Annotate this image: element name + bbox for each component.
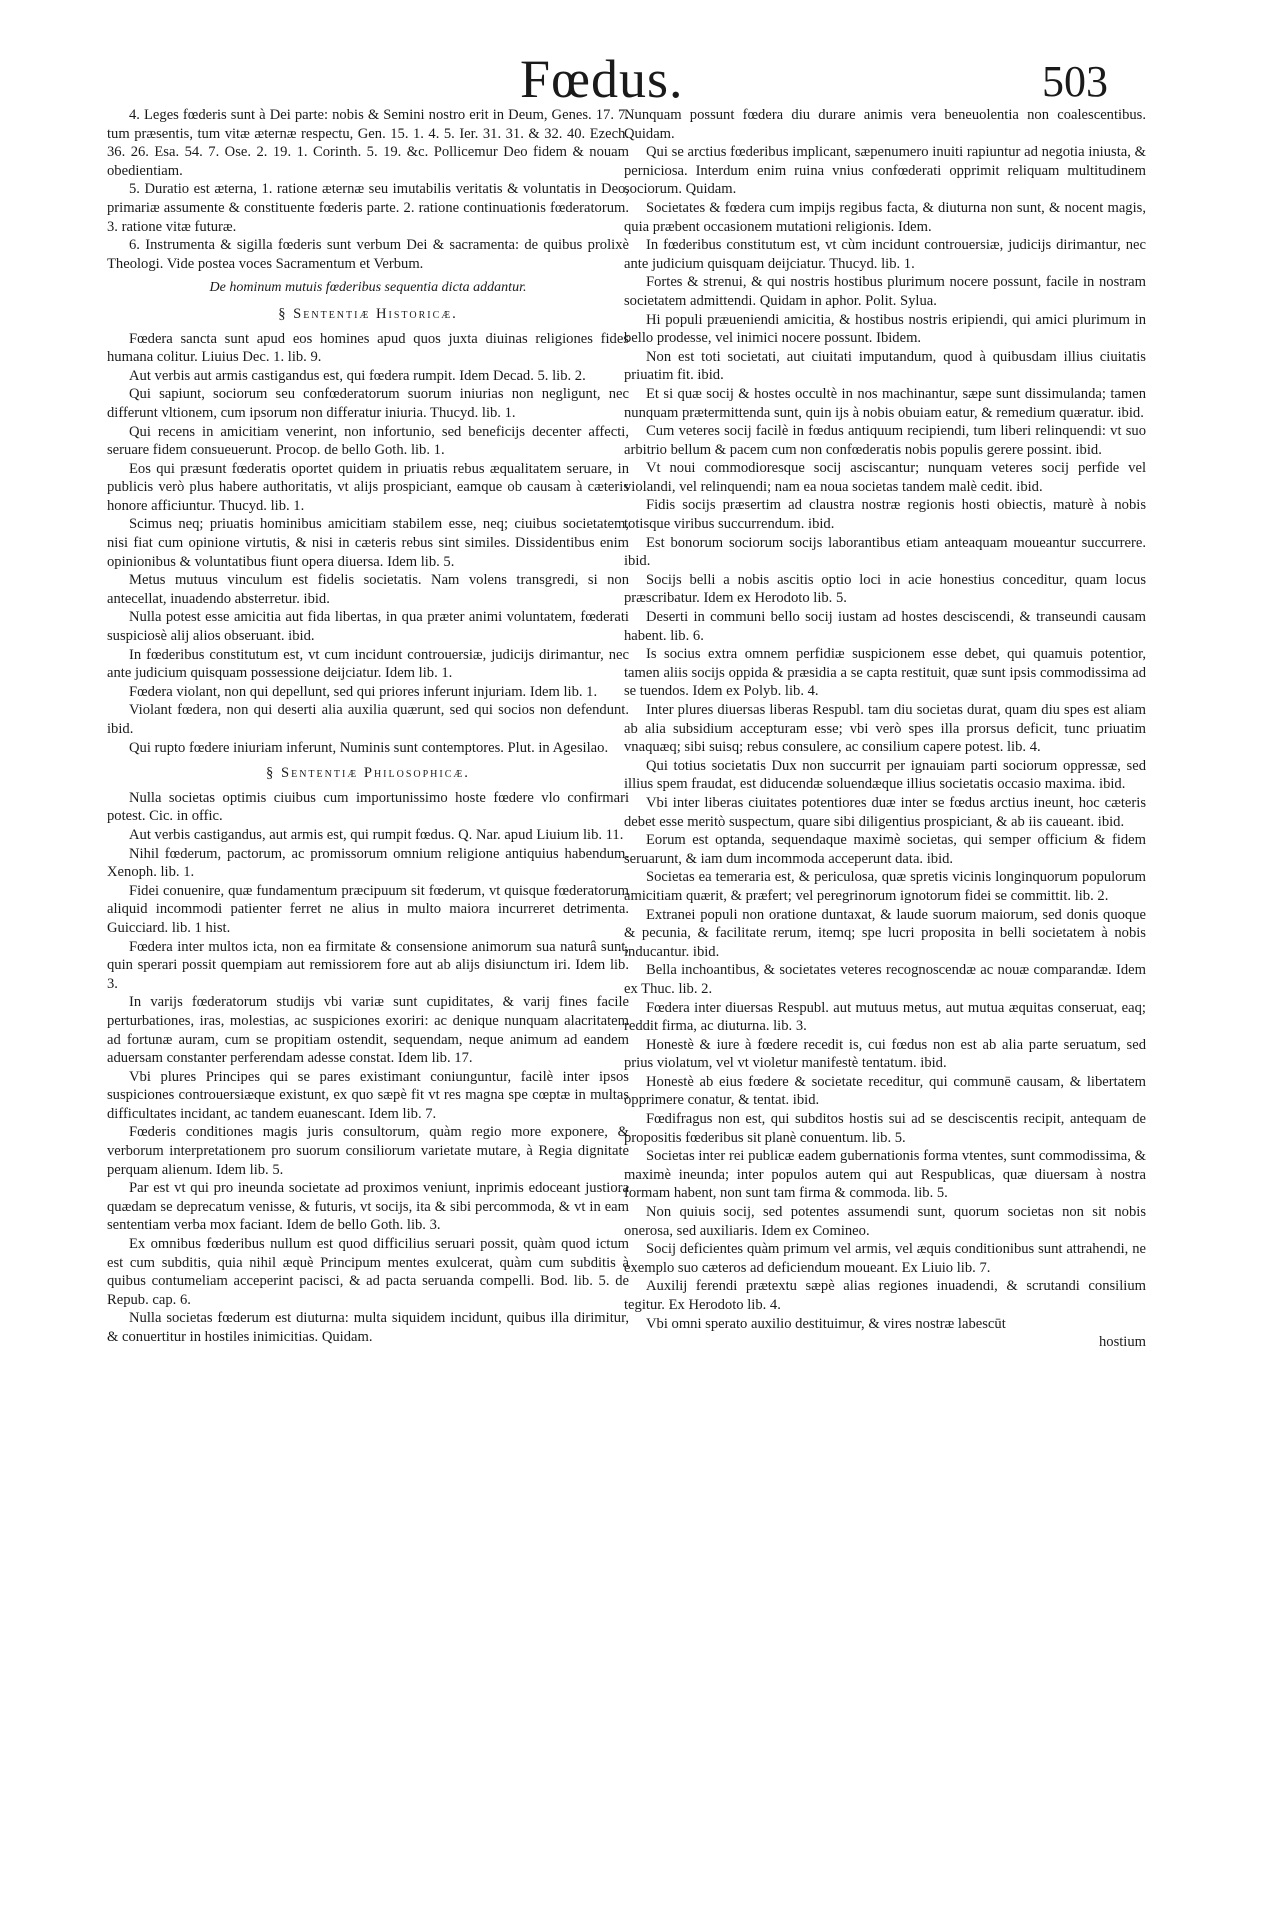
paragraph: Deserti in communi bello socij iustam ad hostes desciscendi, & transeundi causam habent. lib. 6. — [624, 609, 1146, 644]
paragraph: Aut verbis castigandus, aut armis est, qui rumpit fœdus. Q. Nar. apud Liuium lib. 11. — [129, 826, 624, 843]
paragraph: Fœdera violant, non qui depellunt, sed qui priores inferunt injuriam. Idem lib. 1. — [129, 683, 598, 700]
paragraph: Aut verbis aut armis castigandus est, qui fœdera rumpit. Idem Decad. 5. lib. 2. — [129, 367, 586, 384]
paragraph: Is socius extra omnem perfidiæ suspicionem esse debet, qui quamuis potentior, tamen aliis socijs oppida & præsidia a se capta restituit, quæ sunt ipsis commodissima ad se tuendos. Idem ex Polyb. lib. 4. — [624, 646, 1146, 700]
paragraph: In fœderibus constitutum est, vt cùm incidunt controuersiæ, judicijs dirimantur, nec ante judicium quisquam deijciatur. Thucyd. lib. 1. — [624, 237, 1146, 272]
page-title: Fœdus. — [520, 49, 684, 109]
left-column — [107, 106, 629, 1896]
italic-subheading: De hominum mutuis fœderibus sequentia dicta addantur. — [209, 280, 527, 296]
paragraph: Par est vt qui pro ineunda societate ad proximos veniunt, inprimis edoceant justiora quædam se deprecatum venisse, & futuris, vt socijs, ita & sibi percommoda, & vt in eam sententiam verba mox faciant. Idem de bello Goth. lib. 3. — [107, 1180, 629, 1234]
paragraph: Fœdera inter multos icta, non ea firmitate & consensione animorum sua naturâ sunt, quin sperari possit quempiam aut remissiorem fore aut ab alijs disiunctum iri. Idem lib. 3. — [107, 938, 629, 992]
section-heading-historicae: § Sententiæ Historicæ. — [278, 305, 458, 322]
paragraph: Societas ea temeraria est, & periculosa, quæ spretis vicinis longinquorum populorum amicitiam quærit, & præfert; vel peregrinorum ignotorum fidei se committit. lib. 2. — [624, 869, 1146, 904]
paragraph: Societas inter rei publicæ eadem gubernationis forma vtentes, sunt commodissima, & maximè ineunda; inter populos autem qui aut Respublicas, quæ diuersam à nostra formam habent, non sunt tam firma & commoda. lib. 5. — [624, 1148, 1146, 1202]
paragraph: Qui totius societatis Dux non succurrit per ignauiam parti sociorum oppressæ, sed illius spem fraudat, est diducendæ soluendæque illius societatis occasio maxima. ibid. — [624, 757, 1146, 793]
paragraph: Non quiuis socij, sed potentes assumendi sunt, quorum societas non sit nobis onerosa, sed auxiliaris. Idem ex Comineo. — [624, 1204, 1146, 1239]
paragraph: Fœderis conditiones magis juris consultorum, quàm regio more exponere, & verborum interpretationem pro suorum consiliorum varietate mutare, à Regia dignitate perquam alienum. Idem lib. 5. — [107, 1124, 629, 1178]
paragraph: Inter plures diuersas liberas Respubl. tam diu societas durat, quam diu spes est aliam ab alia subsidium accepturam esse; vbi verò spes illa prorsus deficit, tunc priuatim vnaquæq; sibi suisq; rebus consulere, ac consilium capere potest. lib. 4. — [624, 702, 1146, 756]
paragraph: Vbi omni sperato auxilio destituimur, & vires nostræ labescūt — [646, 1315, 1006, 1332]
paragraph: Fœdera inter diuersas Respubl. aut mutuus metus, aut mutua æquitas conseruat, eaq; reddit firma, ac diuturna. lib. 3. — [624, 999, 1146, 1035]
paragraph: Fidei conuenire, quæ fundamentum præcipuum sit fœderum, vt quisque fœderatorum aliquid incommodi patienter ferret ne alius in multo maiora incurreret detrimenta. Guicciard. lib. 1 hist. — [107, 882, 629, 936]
paragraph: In fœderibus constitutum est, vt cum incidunt controuersiæ, judicijs dirimantur, nec ante judicium quisquam possessione deijciatur. Idem lib. 1. — [107, 646, 629, 682]
paragraph: Vbi inter liberas ciuitates potentiores duæ inter se fœdus arctius ineunt, hoc cæteris debet esse meritò suspectum, quare sibi diligentius prospiciant, & ab iis caueant. ibid. — [624, 794, 1146, 830]
paragraph: Nulla societas fœderum est diuturna: multa siquidem incidunt, quibus illa dirimitur, & conuertitur in hostiles inimicitias. Quidam. — [107, 1310, 629, 1345]
paragraph: Eorum est optanda, sequendaque maximè societas, qui semper officium & fidem seruarunt, & iam dum incommoda acceperunt data. ibid. — [624, 832, 1146, 867]
paragraph: Nulla societas optimis ciuibus cum importunissimo hoste fœdere vlo confirmari potest. Cic. in offic. — [107, 789, 629, 825]
paragraph: Ex omnibus fœderibus nullum est quod difficilius seruari possit, quàm quod ictum est cum subditis, quia nihil æquè Principum mentes exulcerat, quàm cum subditis à quibus contumeliam acceperint pacisci, & ad pacta seruanda compelli. Bod. lib. 5. de Repub. cap. 6. — [107, 1236, 629, 1308]
paragraph: Fortes & strenui, & qui nostris hostibus plurimum nocere possunt, facile in nostram societatem admittendi. Quidam in aphor. Polit. Sylua. — [624, 274, 1146, 309]
paragraph: Socij deficientes quàm primum vel armis, vel æquis conditionibus sunt attrahendi, ne exemplo suo cæteros ad deficiendum moueant. Ex Liuio lib. 7. — [624, 1241, 1146, 1276]
paragraph: Nihil fœderum, pactorum, ac promissorum omnium religione antiquius habendum. Xenoph. lib. 1. — [107, 845, 629, 881]
paragraph: Cum veteres socij facilè in fœdus antiquum recipiendi, tum liberi relinquendi: vt suo arbitrio bellum & pacem cum non confœderatis nobis populis gerere possint. ibid. — [624, 423, 1146, 458]
paragraph: Hi populi præueniendi amicitia, & hostibus nostris eripiendi, qui amici plurimum in bello prodesse, vel inimici nocere possunt. Ibidem. — [624, 311, 1146, 347]
paragraph: In varijs fœderatorum studijs vbi variæ sunt cupiditates, & varij fines facile perturbationes, iras, molestias, ac suspiciones exoriri: ac denique nunquam alacritatem ad fortunæ auram, cum se propitiam ostendit, sequendam, neque animum ad eandem aduersam constanter perferendam adesse constat. Idem lib. 17. — [107, 994, 629, 1067]
paragraph: Socijs belli a nobis ascitis optio loci in acie honestius conceditur, quam locus præscribatur. Idem ex Herodoto lib. 5. — [624, 571, 1146, 607]
paragraph: Scimus neq; priuatis hominibus amicitiam stabilem esse, neq; ciuibus societatem, nisi fiat cum opinione virtutis, & nisi in cæteris rebus sint similes. Dissidentibus enim opinionibus & voluntatibus fiunt opera diuersa. Idem lib. 5. — [107, 516, 629, 570]
paragraph: Extranei populi non oratione duntaxat, & laude suorum maiorum, sed donis quoque & pecunia, & facilitate rerum, itemq; spe lucri proposita in belli societatem à nobis inducantur. ibid. — [624, 906, 1146, 960]
section-heading-philosophicae: § Sententiæ Philosophicæ. — [266, 765, 470, 782]
paragraph: Auxilij ferendi prætextu sæpè alias regiones inuadendi, & scrutandi consilium tegitur. Ex Herodoto lib. 4. — [624, 1278, 1146, 1313]
paragraph: Non est toti societati, aut ciuitati imputandum, quod à quibusdam illius ciuitatis priuatim fit. ibid. — [624, 348, 1146, 384]
paragraph: Qui se arctius fœderibus implicant, sæpenumero inuiti rapiuntur ad negotia iniusta, & perniciosa. Interdum enim ruina vnius confœderati opprimit reliquam multitudinem sociorum. Quidam. — [624, 144, 1146, 198]
page-number: 503 — [1042, 57, 1108, 106]
paragraph: Fœdifragus non est, qui subditos hostis sui ad se desciscentis recipit, antequam de propositis fœderibus sit planè conuentum. lib. 5. — [624, 1111, 1146, 1146]
paragraph: Bella inchoantibus, & societates veteres recognoscendæ ac nouæ comparandæ. Idem ex Thuc. lib. 2. — [624, 962, 1146, 997]
paragraph: Eos qui præsunt fœderatis oportet quidem in priuatis rebus æqualitatem seruare, in publicis verò plus habere authoritatis, vt alijs prospiciant, eamque ob causam à cæteris honore afficiuntur. Thucyd. lib. 1. — [107, 460, 629, 514]
right-column — [624, 106, 1146, 1896]
paragraph: Vbi plures Principes qui se pares existimant coniunguntur, facilè inter ipsos suspiciones controuersiæque existunt, ex quo sæpè fit vt res magna spe cœptæ in multas difficultates incidant, ac tandem euanescant. Idem lib. 7. — [107, 1068, 629, 1122]
paragraph: Honestè & iure à fœdere recedit is, cui fœdus non est ab alia parte seruatum, sed prius violatum, vel vt violetur manifestè tentatum. ibid. — [624, 1036, 1146, 1072]
paragraph: Nulla potest esse amicitia aut fida libertas, in qua præter animi voluntatem, fœderati suspiciosè alij alios obseruant. ibid. — [107, 609, 629, 645]
paragraph: Et si quæ socij & hostes occultè in nos machinantur, sæpe sunt dissimulanda; tamen nunquam prætermittenda sunt, quin ijs à nobis obuiam eatur, & remedium quæratur. ibid. — [624, 385, 1146, 421]
paragraph: Fidis socijs præsertim ad claustra nostræ regionis hosti obiectis, maturè à nobis totisque viribus succurrendum. ibid. — [624, 497, 1146, 533]
paragraph: 5. Duratio est æterna, 1. ratione æternæ seu imutabilis veritatis & voluntatis in Deo, primariæ assumente & constituente fœderis parte. 2. ratione continuationis fœderatorum. 3. ratione vitæ futuræ. — [107, 181, 629, 235]
paragraph: Metus mutuus vinculum est fidelis societatis. Nam volens transgredi, si non antecellat, inuadendo absterretur. ibid. — [107, 572, 629, 607]
paragraph: 4. Leges fœderis sunt à Dei parte: nobis & Semini nostro erit in Deum, Genes. 17. 7. tum præsentis, tum vitæ æternæ respectu, Gen. 15. 1. 4. 5. Ier. 31. 31. & 32. 40. Ezech. 36. 26. Esa. 54. 7. Ose. 2. 19. 1. Corinth. 5. 19. &c. Pollicemur Deo fidem & nouam obedientiam. — [107, 107, 629, 179]
paragraph: Societates & fœdera cum impijs regibus facta, & diuturna non sunt, & nocent magis, quia præbent occasionem mutationi religionis. Idem. — [624, 199, 1146, 235]
paragraph: Vt noui commodioresque socij asciscantur; nunquam veteres socij perfide vel violandi, vel relinquendi; nam ea noua societas tandem malè cedit. ibid. — [624, 460, 1146, 495]
paragraph: Qui rupto fœdere iniuriam inferunt, Numinis sunt contemptores. Plut. in Agesilao. — [129, 739, 609, 756]
catchword: hostium — [1098, 1334, 1146, 1351]
paragraph: Est bonorum sociorum socijs laborantibus etiam anteaquam moueantur succurrere. ibid. — [624, 534, 1146, 570]
paragraph: Qui sapiunt, sociorum seu confœderatorum suorum iniurias non negligunt, nec differunt vltionem, cum ipsorum non differatur iniuria. Thucyd. lib. 1. — [107, 386, 629, 421]
paragraph: Nunquam possunt fœdera diu durare animis vera beneuolentia non coalescentibus. Quidam. — [624, 107, 1146, 142]
paragraph: 6. Instrumenta & sigilla fœderis sunt verbum Dei & sacramenta: de quibus prolixè Theologi. Vide postea voces Sacramentum et Verbum. — [107, 237, 629, 272]
paragraph: Honestè ab eius fœdere & societate receditur, qui communē causam, & libertatem opprimere conatur, & tentat. ibid. — [624, 1073, 1146, 1109]
paragraph: Qui recens in amicitiam venerint, non infortunio, sed beneficijs decenter affecti, seruare fidem consueuerunt. Procop. de bello Goth. lib. 1. — [107, 423, 629, 459]
paragraph: Fœdera sancta sunt apud eos homines apud quos juxta diuinas religiones fides humana colitur. Liuius Dec. 1. lib. 9. — [107, 330, 629, 366]
paragraph: Violant fœdera, non qui deserti alia auxilia quærunt, sed qui socios non defendunt. ibid. — [107, 702, 629, 737]
